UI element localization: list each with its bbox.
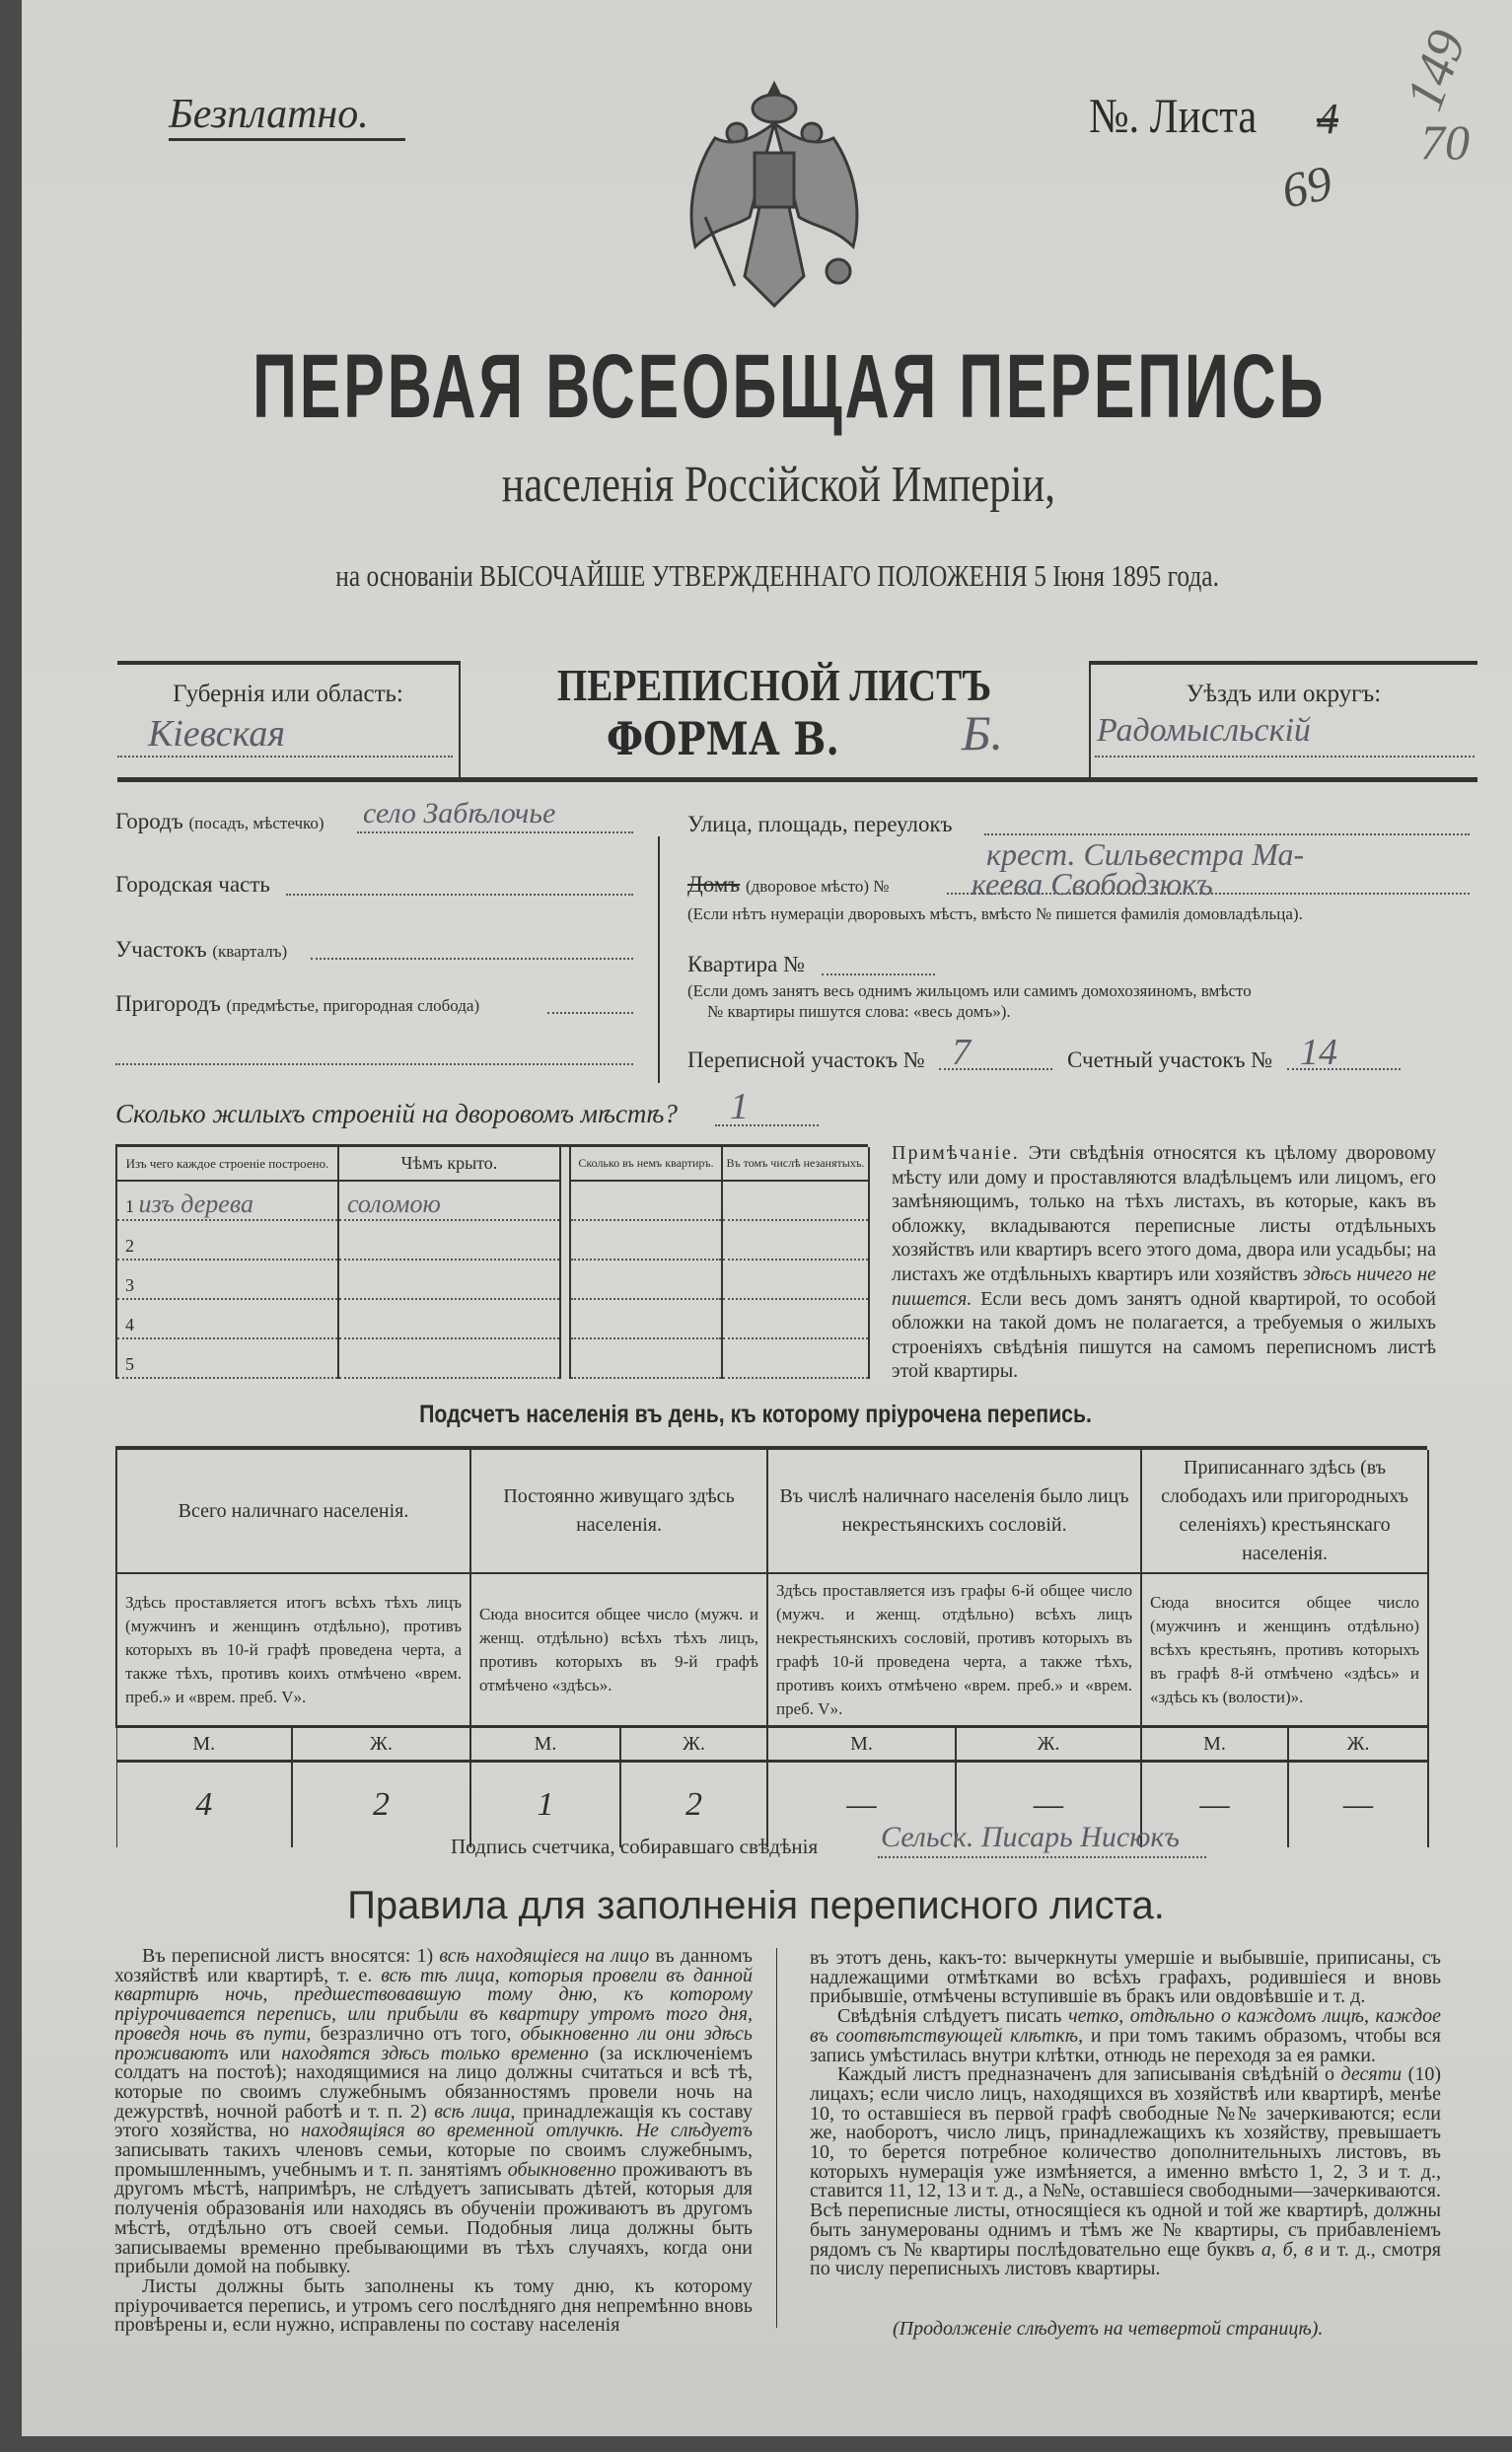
- building-cell-vacant: [722, 1181, 869, 1220]
- building-cell-material: [116, 1299, 338, 1338]
- box-top-rule-left: [117, 661, 461, 665]
- population-col-header: Въ числѣ наличнаго населенія было лицъ некрестьянскихъ сословій.: [767, 1450, 1141, 1573]
- rules-emphasis: всѣ находящіеся на лицо: [439, 1945, 650, 1967]
- kvartira-hint-1: (Если домъ занятъ весь однимъ жильцомъ или самимъ домохозяиномъ, вмѣсто: [687, 981, 1252, 1000]
- buildings-double-rule: [560, 1299, 570, 1338]
- buildings-row: [116, 1299, 869, 1338]
- rules-text: въ данномъ хозяйствѣ или квартирѣ, т. е.: [114, 1945, 753, 1986]
- building-number: 5: [125, 1354, 134, 1374]
- main-title: ПЕРВАЯ ВСЕОБЩАЯ ПЕРЕПИСЬ: [252, 336, 1327, 437]
- subtitle-wrap: [0, 456, 1512, 514]
- note-text: Эти свѣдѣнія относятся къ цѣлому дворовому мѣсту или дому и проставляются владѣльцемъ или лицомъ, его замѣняющимъ, только на тѣхъ листахъ, въ которые, какъ въ обложку, вкладываются переписные листы отдѣльныхъ хозяйствъ или квартиръ всего этого дома, двора или усадьбы; на листахъ же отдѣльныхъ квартиръ или хозяйствъ: [892, 1142, 1436, 1285]
- dom-label: Домъ: [687, 872, 741, 897]
- box-divider-right: [1089, 661, 1091, 779]
- population-col-header: Приписаннаго здѣсь (въ слободахъ или пригородныхъ селеніяхъ) крестьянскаго населенія.: [1141, 1450, 1428, 1573]
- ulitsa-value: крест. Сильвестра Ма-: [986, 836, 1305, 872]
- basis-line: на основаніи ВЫСОЧАЙШЕ УТВЕРЖДЕННАГО ПОЛОЖЕНІЯ 5 Іюня 1895 года.: [335, 558, 1219, 593]
- population-col-desc: Здѣсь проставляется изъ графы 6-й общее число (мужч. и женщ. отдѣльно) всѣхъ лицъ некрестьянскихъ сословій, противъ которыхъ въ графѣ 10-й проведена черта, а также тѣхъ, противъ коихъ отмѣчено «врем. преб.» и «врем. преб. V».: [767, 1573, 1141, 1727]
- dom-note: (дворовое мѣсто) №: [745, 877, 890, 896]
- box-divider-left: [459, 661, 461, 779]
- buildings-double-rule: [560, 1181, 570, 1220]
- building-cell-roof: [338, 1338, 560, 1378]
- prigorod-field: [115, 991, 479, 1017]
- rules-text: или: [228, 2042, 282, 2064]
- female-label: Ж.: [956, 1727, 1141, 1762]
- buildings-row: [116, 1181, 869, 1220]
- chast-label: Городская часть: [115, 872, 270, 897]
- rules-paragraph: [114, 2274, 753, 2337]
- rules-continuation: (Продолженіе слѣдуетъ на четвертой страницѣ).: [893, 2318, 1324, 2340]
- male-label: М.: [470, 1727, 620, 1762]
- rules-paragraph: [114, 1947, 753, 2277]
- rules-text: проживаютъ въ другомъ мѣстѣ, напримѣръ, не слѣдуетъ записывать дѣтей, которыя для полученія образованія или находясь въ обученіи проживаютъ въ другомъ мѣстѣ, отдѣльно отъ своей семьи. Подобныя лица должны быть записываемы временно пребывающими въ тѣхъ случаяхъ, когда они прибыли домой на побывку.: [114, 2158, 753, 2278]
- female-count: —: [956, 1762, 1141, 1848]
- uchastok-line: [311, 958, 633, 960]
- uezd-line: [1095, 756, 1475, 757]
- buildings-double-rule: [560, 1260, 570, 1299]
- building-cell-vacant: [722, 1220, 869, 1260]
- gubernia-line: [117, 756, 453, 757]
- subtitle: населенія Россійской Имперіи,: [501, 457, 1055, 513]
- buildings-header-row: [116, 1147, 869, 1181]
- signature-label: Подпись счетчика, собиравшаго свѣдѣнія: [451, 1835, 819, 1858]
- gorod-field: [115, 809, 324, 834]
- stroeniya-value: 1: [730, 1086, 749, 1127]
- male-count: 1: [470, 1762, 620, 1848]
- dom-field: [687, 872, 889, 898]
- box-top-rule-right: [1090, 661, 1477, 665]
- perepis-uch-value: 7: [952, 1032, 971, 1073]
- dom-hint: (Если нѣтъ нумераціи дворовыхъ мѣстъ, вмѣсто № пишется фамилія домовладѣльца).: [687, 904, 1303, 923]
- archive-number: 149: [1394, 22, 1477, 118]
- prigorod-note: (предмѣстье, пригородная слобода): [226, 996, 480, 1015]
- male-count: —: [1141, 1762, 1288, 1848]
- population-col-header: Всего наличнаго населенія.: [116, 1450, 470, 1573]
- rules-title-wrap: [0, 1884, 1512, 1928]
- male-label: М.: [1141, 1727, 1288, 1762]
- building-cell-material: [116, 1338, 338, 1378]
- rules-text: , принадлежащія къ составу этого хозяйства, но: [114, 2100, 753, 2142]
- female-count: 2: [292, 1762, 470, 1848]
- buildings-double-rule: [560, 1338, 570, 1378]
- rules-text: , безразлично отъ того,: [306, 2022, 521, 2045]
- buildings-double-rule: [560, 1220, 570, 1260]
- building-cell-roof: [338, 1299, 560, 1338]
- buildings-row: [116, 1260, 869, 1299]
- sheet-number: [1089, 87, 1286, 144]
- note-italic: здѣсь ничего не пишется.: [892, 1262, 1436, 1310]
- uezd-value: Радомысльскій: [1097, 712, 1311, 749]
- female-label: Ж.: [292, 1727, 470, 1762]
- building-number: 3: [125, 1275, 134, 1295]
- population-title: Подсчетъ населенія въ день, къ которому пріурочена перепись.: [419, 1401, 1093, 1428]
- note-text-2: Если весь домъ занятъ одной квартирой, то особой обложки на такой домъ не полагается, а требуемыя о жилыхъ строеніяхъ свѣдѣнія пишутся на самомъ переписномъ листѣ этой квартиры.: [892, 1287, 1436, 1383]
- perepis-uch-label: Переписной участокъ №: [687, 1047, 925, 1072]
- female-label: Ж.: [1288, 1727, 1428, 1762]
- box-bottom-rule: [117, 777, 1477, 782]
- rules-text: въ этотъ день, какъ-то: вычеркнуты умершіе и выбывшіе, приписаны, съ надлежащими отмѣтками во всѣхъ графахъ, родившіеся и вновь прибывшіе, отмѣчены вступившіе въ бракъ или овдовѣвшіе и т. д.: [810, 1947, 1441, 2008]
- building-cell-roof: [338, 1220, 560, 1260]
- rules-text: (за исключеніемъ солдатъ на постоѣ); находящимися на лицо должны считаться и всѣ тѣ, которые по своимъ служебнымъ обязанностямъ провели ночь на дежурствѣ, ночной работѣ и т. п. 2): [114, 2042, 754, 2123]
- gorod-value: село Забѣлочье: [363, 797, 556, 829]
- building-cell-flats: [570, 1220, 722, 1260]
- population-col-desc: Здѣсь проставляется итогъ всѣхъ тѣхъ лицъ (мужчинъ и женщинъ отдѣльно), противъ которыхъ въ 10-й графѣ проведена черта, а также тѣхъ, противъ коихъ отмѣчено «врем. преб.» и «врем. преб. V».: [116, 1573, 470, 1727]
- rules-emphasis: а, б, в: [1260, 2238, 1314, 2261]
- free-label-underline: [169, 138, 405, 141]
- kvartira-label: Квартира №: [687, 952, 806, 976]
- uchastok-label: Участокъ: [115, 937, 207, 962]
- rules-text: Каждый листъ предназначенъ для записыванія свѣдѣній о: [837, 2063, 1341, 2086]
- building-cell-material: [116, 1260, 338, 1299]
- buildings-table: [115, 1147, 870, 1379]
- prigorod-line: [547, 1012, 633, 1014]
- prigorod-label: Пригородъ: [115, 991, 221, 1016]
- form-label: ФОРМА В.: [607, 712, 839, 765]
- male-count: 4: [116, 1762, 292, 1848]
- buildings-header-vacant: Въ томъ числѣ незанятыхъ.: [722, 1147, 869, 1181]
- gorod-note: (посадъ, мѣстечко): [188, 814, 324, 832]
- building-cell-vacant: [722, 1260, 869, 1299]
- basis-wrap: [0, 558, 1512, 594]
- female-label: Ж.: [620, 1727, 767, 1762]
- rules-emphasis: четко, отдѣльно о каждомъ лицѣ, каждое въ соотвѣтствующей клѣткѣ: [810, 2005, 1442, 2047]
- double-headed-eagle-icon: [676, 79, 873, 311]
- rules-emphasis: всѣ тѣ лица, которыя провели въ данной квартирѣ ночь, предшествовавшую тому дню, къ которому пріурочивается перепись, или прибыли въ квартиру утромъ того дня, проведя ночь въ пути: [114, 1964, 753, 2045]
- rules-emphasis: обыкновенно: [507, 2158, 616, 2181]
- schet-uch-label: Счетный участокъ №: [1067, 1047, 1273, 1072]
- gorod-label: Городъ: [115, 809, 183, 833]
- rules-title: Правила для заполненія переписного листа.: [347, 1884, 1165, 1927]
- buildings-header-roof: Чѣмъ крыто.: [338, 1147, 560, 1181]
- population-col-header: Постоянно живущаго здѣсь населенія.: [470, 1450, 767, 1573]
- building-cell-roof: [338, 1260, 560, 1299]
- building-cell-vacant: [722, 1338, 869, 1378]
- rules-emphasis: десяти: [1340, 2063, 1403, 2086]
- population-sex-row: [116, 1727, 1428, 1762]
- male-count: —: [767, 1762, 956, 1848]
- building-cell-vacant: [722, 1299, 869, 1338]
- gubernia-value: Кіевская: [148, 713, 286, 755]
- building-cell-material: [116, 1181, 338, 1220]
- form-label-wrap: [607, 712, 881, 765]
- sheet-number-handwritten: 69: [1276, 154, 1337, 219]
- rules-text: (10) лицахъ; если число лицъ, находящихся въ хозяйствѣ или квартирѣ, менѣе 10, то оставшіеся въ первой графѣ свободные №№ зачеркиваются; если же, наоборотъ, число лицъ, принадлежащихъ къ хозяйству, превышаетъ 10, то берется потребное количество дополнительныхъ листовъ, въ которыхъ нумерація уже измѣняется, а именно вмѣсто 1, 2, 3 и т. д., ставится 11, 12, 13 и т. д., а №№, оставшіеся свободными—зачеркиваются. Всѣ переписные листы, относящіеся къ одной и той же квартирѣ, должны быть занумерованы однимъ и тѣмъ же № квартиры, съ прибавленіемъ рядомъ съ № квартиры послѣдовательно еще буквъ: [810, 2063, 1442, 2261]
- rules-paragraph: [810, 2007, 1441, 2065]
- female-count: 2: [620, 1762, 767, 1848]
- population-table: [115, 1450, 1429, 1847]
- rules-emphasis: всѣ лица: [434, 2100, 511, 2123]
- free-label: Безплатно.: [169, 92, 369, 137]
- rules-left-column: [114, 1947, 753, 2336]
- rules-text: Листы должны быть заполнены къ тому дню, къ которому пріурочивается перепись, и утромъ сего послѣдняго дня непремѣнно вновь провѣрены и, если нужно, исправлены по составу населенія: [114, 2274, 753, 2337]
- kvartira-line: [822, 974, 935, 975]
- chast-line: [286, 894, 633, 896]
- rules-text: , и при томъ такимъ образомъ, чтобы вся запись умѣстилась внутри клѣтки, отнюдь не переходя за ея рамки.: [810, 2024, 1441, 2066]
- signature-line: [878, 1856, 1206, 1858]
- form-handwritten: Б.: [962, 705, 1003, 760]
- uchastok-field: [115, 937, 287, 963]
- main-title-wrap: [0, 335, 1512, 439]
- population-desc-row: [116, 1573, 1428, 1727]
- dom-value: кеева Свободзюкъ: [972, 866, 1213, 901]
- male-label: М.: [116, 1727, 292, 1762]
- male-label: М.: [767, 1727, 956, 1762]
- rules-text: Въ переписной листъ вносятся: 1): [142, 1945, 440, 1967]
- archive-number-2: 70: [1420, 114, 1470, 170]
- uchastok-note: (кварталъ): [212, 942, 288, 961]
- building-number: 2: [125, 1236, 134, 1256]
- buildings-double-rule: [560, 1147, 570, 1181]
- building-material: изъ дерева: [138, 1190, 253, 1218]
- buildings-row: [116, 1220, 869, 1260]
- building-number: 1: [125, 1196, 134, 1216]
- ulitsa-label: Улица, площадь, переулокъ: [687, 812, 953, 836]
- population-col-desc: Сюда вносится общее число (мужчинъ и женщинъ отдѣльно) всѣхъ крестьянъ, противъ которыхъ въ графѣ 8-й отмѣчено «здѣсь» и «здѣсь къ (волости)».: [1141, 1573, 1428, 1727]
- building-cell-material: [116, 1220, 338, 1260]
- sheet-number-crossed: 4: [1317, 95, 1338, 143]
- rules-paragraph: [810, 2065, 1441, 2279]
- rules-paragraph: [810, 1949, 1441, 2007]
- sheet-number-label: №. Листа: [1089, 88, 1258, 143]
- rules-emphasis: находящіяся во временной отлучкѣ. Не слѣдуетъ: [301, 2120, 753, 2142]
- buildings-header-material: Изъ чего каждое строеніе построено.: [116, 1147, 338, 1181]
- uezd-label: Уѣздъ или округъ:: [1186, 681, 1382, 707]
- rules-text: и т. д., смотря по числу переписныхъ листовъ квартиры.: [810, 2238, 1442, 2280]
- population-header-row: [116, 1450, 1428, 1573]
- schet-uch-value: 14: [1300, 1032, 1337, 1073]
- population-col-desc: Сюда вносится общее число (мужч. и женщ. отдѣльно) всѣхъ тѣхъ лицъ, противъ которыхъ въ 9-й графѣ отмѣчено «здѣсь».: [470, 1573, 767, 1727]
- buildings-note: [892, 1141, 1436, 1384]
- gorod-line: [357, 831, 633, 833]
- building-cell-flats: [570, 1181, 722, 1220]
- building-cell-flats: [570, 1338, 722, 1378]
- buildings-row: [116, 1338, 869, 1378]
- female-count: —: [1288, 1762, 1428, 1848]
- ulitsa-line: [984, 833, 1470, 835]
- building-number: 4: [125, 1315, 134, 1334]
- buildings-header-flats: Сколько въ немъ квартиръ.: [570, 1147, 722, 1181]
- note-title: Примѣчаніе.: [892, 1142, 1020, 1164]
- extra-line: [115, 1063, 633, 1065]
- rules-text: Свѣдѣнія слѣдуетъ писать: [837, 2005, 1069, 2028]
- kvartira-hint-2: № квартиры пишутся слова: «весь домъ»).: [707, 1002, 1011, 1021]
- population-title-wrap: [0, 1401, 1512, 1429]
- building-roof: соломою: [347, 1190, 441, 1218]
- rules-emphasis: обыкновенно ли они здѣсь проживаютъ: [114, 2022, 754, 2064]
- rules-emphasis: находятся здѣсь только временно: [281, 2042, 589, 2064]
- gubernia-label: Губернія или область:: [173, 681, 403, 707]
- building-cell-roof: [338, 1181, 560, 1220]
- stroeniya-label: Сколько жилыхъ строеній на дворовомъ мѣстѣ?: [115, 1099, 678, 1128]
- rules-text: записывать такихъ членовъ семьи, которые по своимъ служебнымъ, промышленнымъ, учебнымъ и т. п. занятіямъ: [114, 2139, 753, 2181]
- building-cell-flats: [570, 1260, 722, 1299]
- building-cell-flats: [570, 1299, 722, 1338]
- rules-right-column: [810, 1949, 1441, 2279]
- signature-value: Сельск. Писарь Нисюкъ: [881, 1821, 1180, 1853]
- sheet-title: ПЕРЕПИСНОЙ ЛИСТЪ: [556, 660, 992, 710]
- rules-column-divider: [776, 1948, 777, 2328]
- fields-divider: [658, 836, 660, 1083]
